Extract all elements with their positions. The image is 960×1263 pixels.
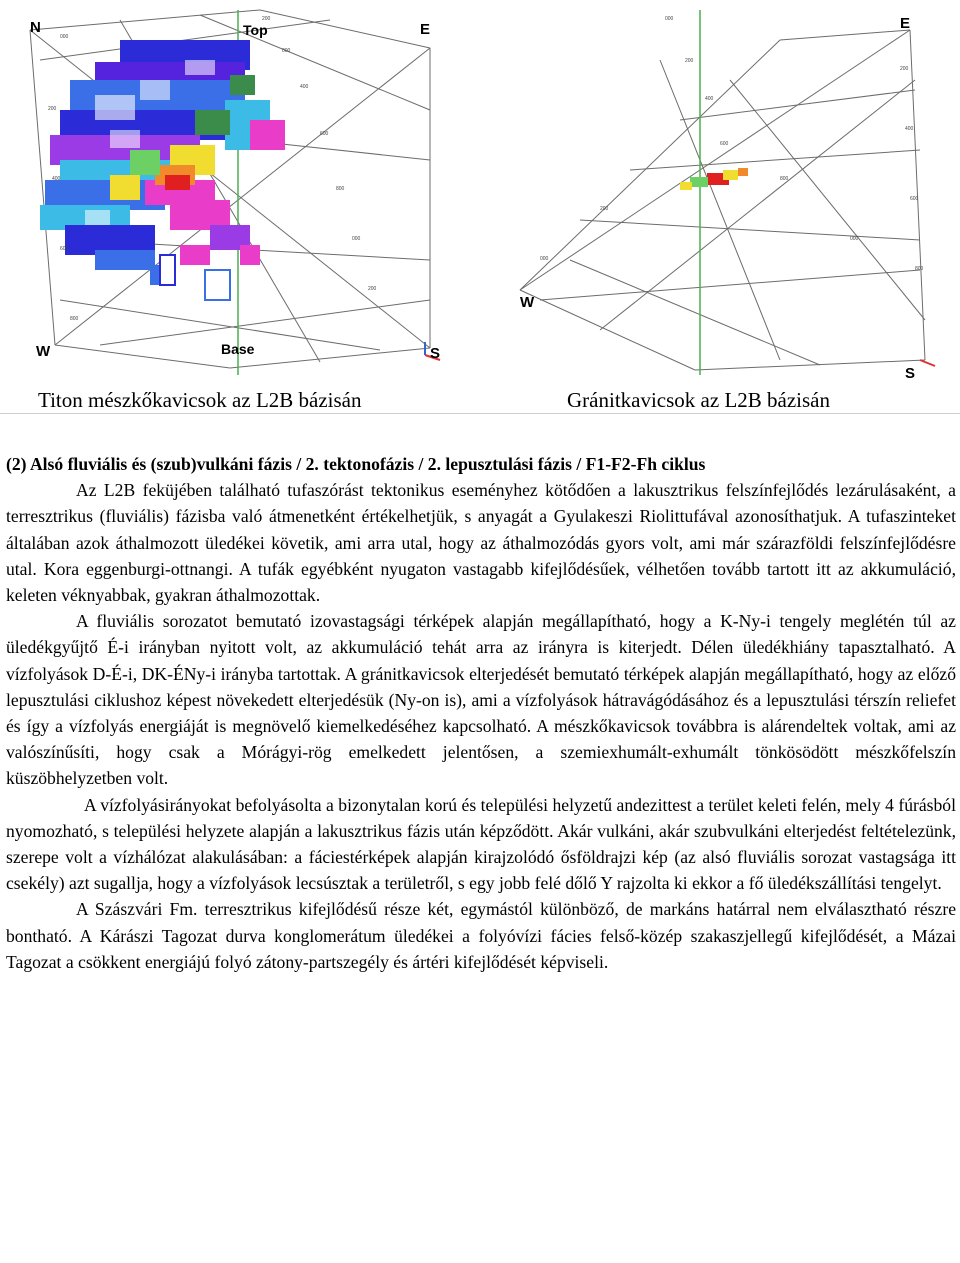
block-diagram-right (480, 0, 960, 388)
svg-text:200: 200 (900, 66, 909, 72)
figure-granite-pebbles (480, 0, 960, 418)
dir-west-label-right: W (520, 294, 535, 311)
dir-south-label: S (430, 345, 441, 362)
svg-text:800: 800 (780, 176, 789, 182)
paragraph-3: A vízfolyásirányokat befolyásolta a bizonytalan korú és települési helyzetű andezittest a terület keleti felén, mely 4 fúrásból nyomozható, s települési helyzete alapján a lakusztrikus fázis után képződött. Akár vulkáni, akár szubvulkáni elterjedést feltételezünk, szerepe volt a vízhálózat alakulásában: a fáciestérképek alapján kirajzolódó ősföldrajzi kép (az alsó fluviális sorozat vastagsága itt csekély) azt sugallja, hogy a vízfolyások lecsúsztak a területről, s egy jobb felé dőlő Y rajzolta ki ekkor a fő üledékszállítási tengelyt. (6, 794, 956, 894)
dir-south-label-right: S (905, 365, 916, 382)
paragraph-4: A Szászvári Fm. terresztrikus kifejlődésű része két, egymástól különböző, de markáns határral nem elválasztható részre bontható. A Kárászi Tagozat durva konglomerátum üledékei a folyóvízi fácies felső-közép szakaszjellegű kifejlődését, a Mázai Tagozat a csökkent energiájú folyó zátony-partszegély és ártéri kifejlődését képviseli. (6, 899, 956, 972)
svg-text:800: 800 (336, 186, 345, 192)
svg-text:600: 600 (60, 246, 69, 252)
dir-east-label: E (420, 21, 431, 38)
section-heading: (2) Alsó fluviális és (szub)vulkáni fázis / 2. tektonofázis / 2. lepusztulási fázis / F1-F2-Fh ciklus (6, 454, 706, 474)
svg-text:000: 000 (282, 48, 291, 54)
dir-east-label-right: E (900, 15, 911, 32)
base-label: Base (221, 341, 255, 357)
svg-text:800: 800 (915, 266, 924, 272)
svg-text:400: 400 (52, 176, 61, 182)
svg-text:000: 000 (850, 236, 859, 242)
figure-caption-right: Gránitkavicsok az L2B bázisán (567, 388, 830, 412)
svg-text:200: 200 (262, 16, 271, 22)
body-text (6, 451, 956, 975)
svg-text:200: 200 (368, 286, 377, 292)
svg-text:400: 400 (705, 96, 714, 102)
svg-text:400: 400 (905, 126, 914, 132)
dir-north-label: N (30, 19, 41, 36)
figure-divider (0, 413, 960, 414)
block-diagram-left (0, 0, 475, 388)
svg-text:600: 600 (720, 141, 729, 147)
figure-caption-left: Titon mészkőkavicsok az L2B bázisán (38, 388, 362, 412)
svg-text:200: 200 (600, 206, 609, 212)
figure-titon-limestone (0, 0, 475, 418)
svg-text:600: 600 (910, 196, 919, 202)
figure-row (0, 0, 960, 418)
paragraph-2: A fluviális sorozatot bemutató izovastagsági térképek alapján megállapítható, hogy a K-Ny-i tengely meglétén túl az üledékgyűjtő É-i irányban nyitott volt, az akkumuláció tehát arra az irányra is kiterjedt. Délen üledékhiány tapasztalható. A vízfolyások D-É-i, DK-ÉNy-i irányba tartottak. A gránitkavicsok elterjedését bemutató térképek alapján megállapítható, hogy az előző lepusztulási ciklushoz képest növekedett elterjedésük (Ny-on is), ami a vízfolyások hátravágódásához és a lepusztulási térszín reliefet és így a vízfolyás energiáját is megnövelő kiemelkedéséhez kapcsolható. A mészkőkavicsok továbbra is alárendeltek voltak, ami az valószínűsíti, hogy csak a Mórágyi-rög emelkedett jelentősen, a szemiexhumált-exhumált tönkösödött mészkőfelszín küszöbhelyzetben volt. (6, 611, 956, 789)
svg-text:000: 000 (665, 16, 674, 22)
svg-text:000: 000 (352, 236, 361, 242)
svg-text:800: 800 (70, 316, 79, 322)
svg-text:200: 200 (685, 58, 694, 64)
dir-west-label: W (36, 343, 51, 360)
top-label: Top (243, 22, 268, 38)
paragraph-1: Az L2B feküjében található tufaszórást tektonikus eseményhez kötődően a lakusztrikus felszínfejlődés lezárulásaként, a terresztrikus (fluviális) fázisba való átmenetként értékelhetjük, s anyagát a Gyulakeszi Riolittufával azonosíthatjuk. A tufaszinteket általában azok áthalmozott üledékei követik, ami arra utal, hogy az áthalmozódás gyors volt, ami már szárazföldi felszínfejlődésre utal. Kora eggenburgi-ottnangi. A tufák egyébként nyugaton vastagabb kifejlődésűek, vélhetően tovább tartott itt az akkumuláció, keleten véknyabbak, gyakran áthalmozottak. (6, 480, 956, 606)
svg-text:000: 000 (60, 34, 69, 40)
svg-text:200: 200 (48, 106, 57, 112)
svg-text:400: 400 (300, 84, 309, 90)
svg-text:000: 000 (540, 256, 549, 262)
svg-text:600: 600 (320, 131, 329, 137)
